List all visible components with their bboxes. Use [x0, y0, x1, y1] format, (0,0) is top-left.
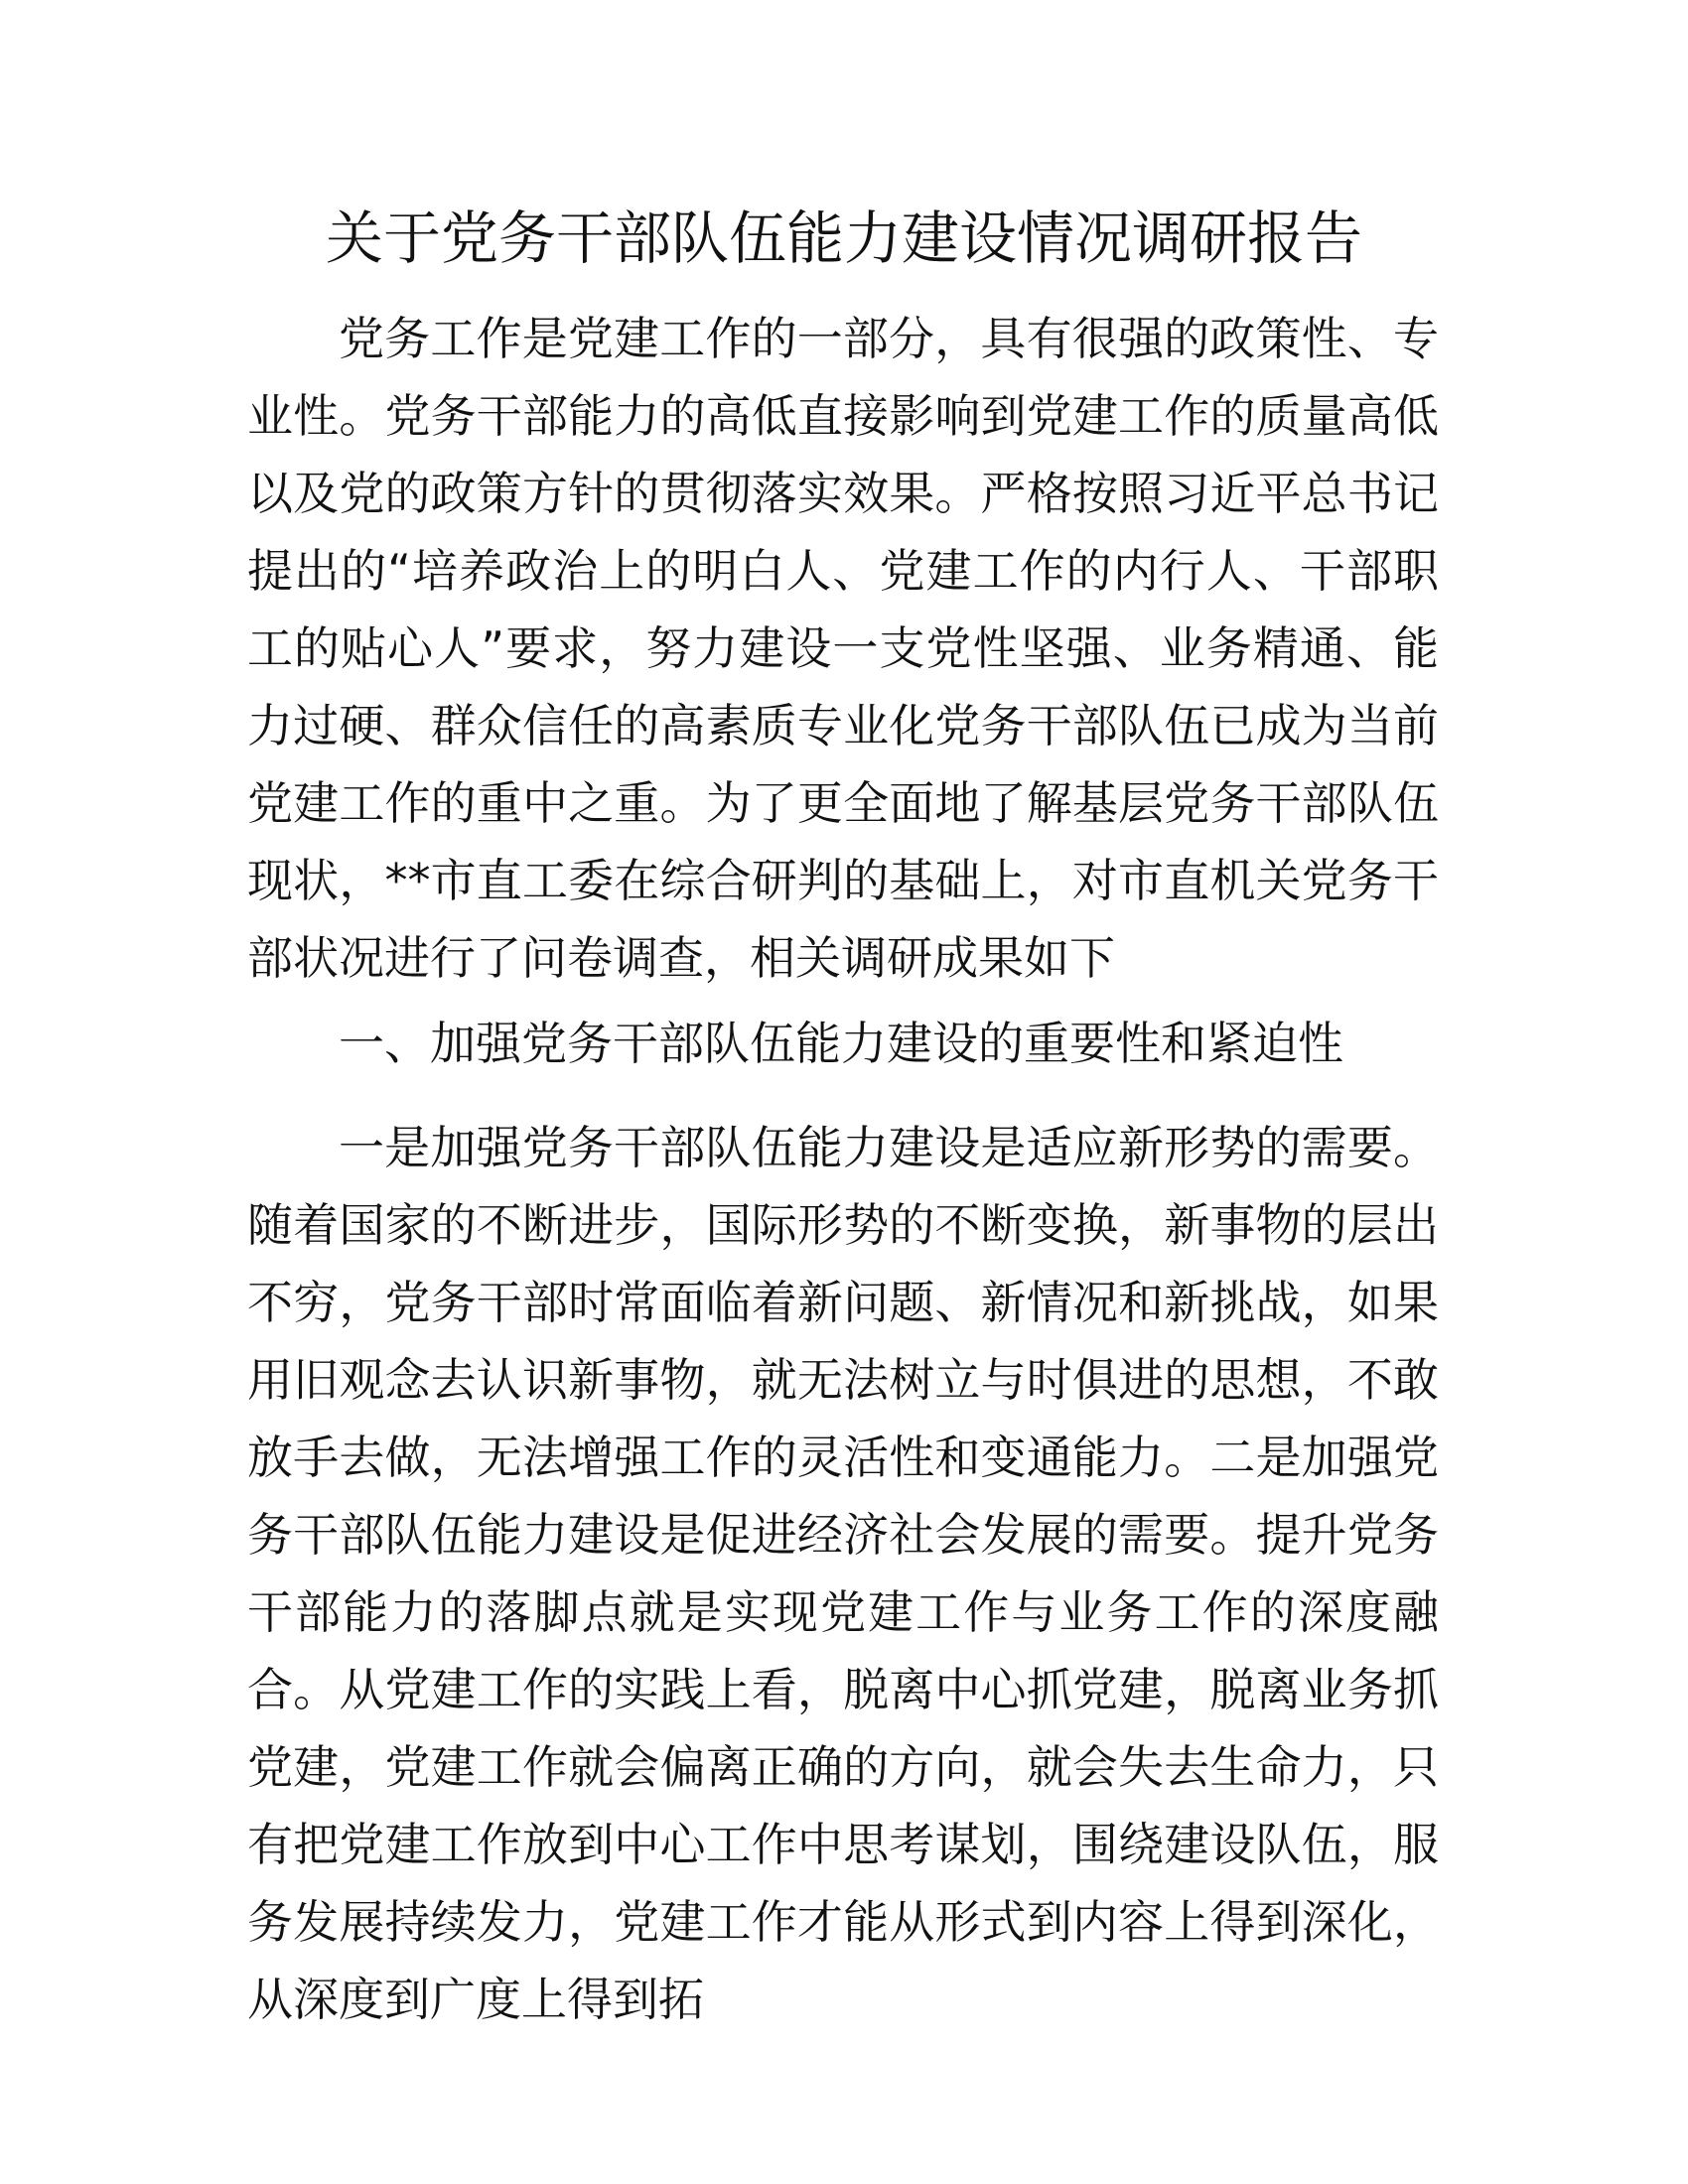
section-heading: 一、加强党务干部队伍能力建设的重要性和紧迫性	[339, 1017, 1343, 1070]
body-paragraph: 一是加强党务干部队伍能力建设是适应新形势的需要。随着国家的不断进步，国际形势的不断变换，新事物的层出不穷，党务干部时常面临着新问题、新情况和新挑战，如果用旧观念去认识新事物，就无法树立与时俱进的思想，不敢放手去做，无法增强工作的灵活性和变通能力。二是加强党务干部队伍能力建设是促进经济社会发展的需要。提升党务干部能力的落脚点就是实现党建工作与业务工作的深度融合。从党建工作的实践上看，脱离中心抓党建，脱离业务抓党建，党建工作就会偏离正确的方向，就会失去生命力，只有把党建工作放到中心工作中思考谋划，围绕建设队伍，服务发展持续发力，党建工作才能从形式到内容上得到深化，从深度到广度上得到拓	[247, 1121, 1439, 2026]
intro-paragraph: 党务工作是党建工作的一部分，具有很强的政策性、专业性。党务干部能力的高低直接影响到党建工作的质量高低以及党的政策方针的贯彻落实效果。严格按照习近平总书记提出的“培养政治上的明白人、党建工作的内行人、干部职工的贴心人”要求，努力建设一支党性坚强、业务精通、能力过硬、群众信任的高素质专业化党务干部队伍已成为当前党建工作的重中之重。为了更全面地了解基层党务干部队伍现状，**市直工委在综合研判的基础上，对市直机关党务干部状况进行了问卷调查，相关调研成果如下	[247, 312, 1439, 985]
document-title: 关于党务干部队伍能力建设情况调研报告	[325, 205, 1362, 272]
